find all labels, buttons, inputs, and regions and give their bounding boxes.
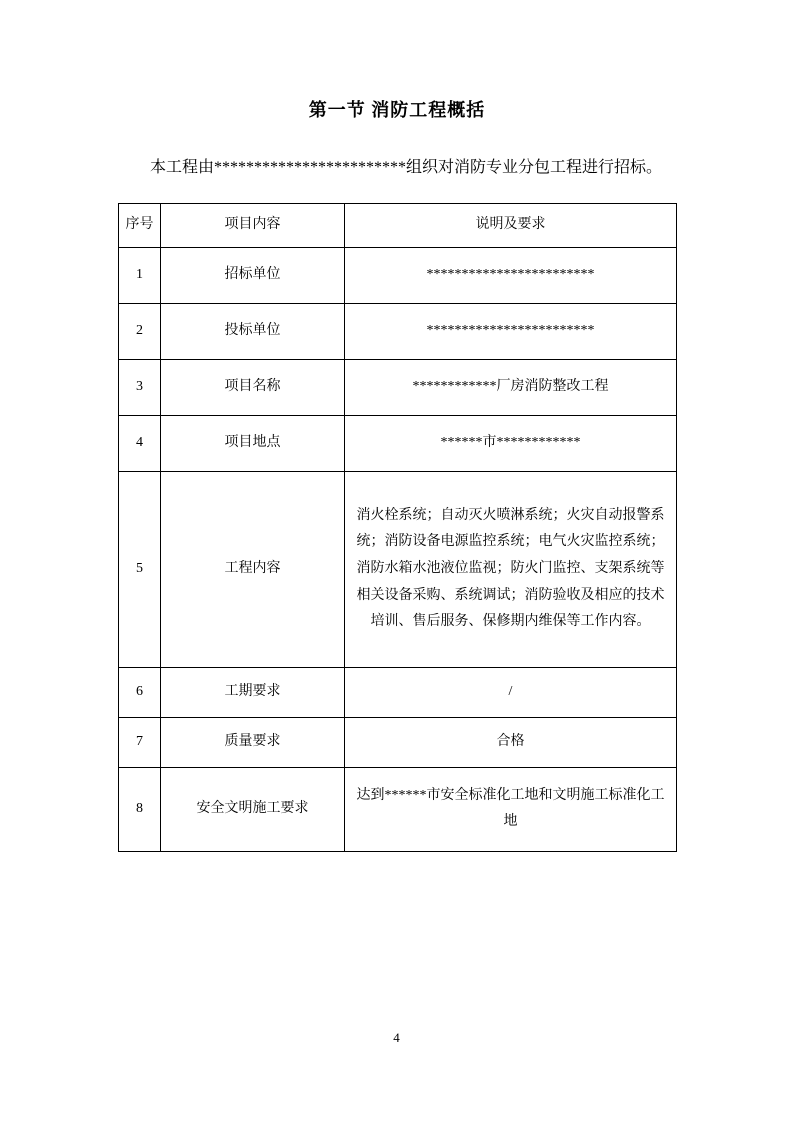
table-row bbox=[119, 359, 677, 415]
row-desc-cell: / bbox=[345, 667, 677, 717]
row-desc-cell: ************************ bbox=[345, 303, 677, 359]
table-row bbox=[119, 717, 677, 767]
header-cell-desc: 说明及要求 bbox=[345, 203, 677, 247]
row-num-cell: 7 bbox=[119, 717, 161, 767]
row-desc-cell: ******市************ bbox=[345, 415, 677, 471]
header-cell-num: 序号 bbox=[119, 203, 161, 247]
row-item-cell: 项目名称 bbox=[161, 359, 345, 415]
table-row bbox=[119, 247, 677, 303]
table-row bbox=[119, 767, 677, 851]
row-num-cell: 8 bbox=[119, 767, 161, 851]
row-num-cell: 5 bbox=[119, 471, 161, 667]
row-item-cell: 项目地点 bbox=[161, 415, 345, 471]
page-number: 4 bbox=[393, 1030, 400, 1045]
row-num-cell: 3 bbox=[119, 359, 161, 415]
row-num-cell: 1 bbox=[119, 247, 161, 303]
table-row bbox=[119, 415, 677, 471]
row-desc-cell: 达到******市安全标准化工地和文明施工标准化工地 bbox=[345, 767, 677, 851]
intro-paragraph: 本工程由************************组织对消防专业分包工程进行招标。 bbox=[150, 159, 663, 176]
row-item-cell: 安全文明施工要求 bbox=[161, 767, 345, 851]
row-item-cell: 招标单位 bbox=[161, 247, 345, 303]
row-desc-cell: ************************ bbox=[345, 247, 677, 303]
row-num-cell: 4 bbox=[119, 415, 161, 471]
row-item-cell: 工期要求 bbox=[161, 667, 345, 717]
table-header-row bbox=[119, 203, 677, 247]
row-desc-cell: 消火栓系统；自动灭火喷淋系统；火灾自动报警系统；消防设备电源监控系统；电气火灾监控系统；消防水箱水池液位监视；防火门监控、支架系统等相关设备采购、系统调试；消防验收及相应的技术培训、售后服务、保修期内维保等工作内容。 bbox=[345, 471, 677, 667]
row-num-cell: 6 bbox=[119, 667, 161, 717]
row-desc-cell: 合格 bbox=[345, 717, 677, 767]
row-item-cell: 投标单位 bbox=[161, 303, 345, 359]
table-row bbox=[119, 303, 677, 359]
table-row bbox=[119, 667, 677, 717]
document-content bbox=[118, 96, 676, 852]
table-row bbox=[119, 471, 677, 667]
section-title: 第一节 消防工程概括 bbox=[308, 100, 486, 120]
row-item-cell: 质量要求 bbox=[161, 717, 345, 767]
row-desc-cell: ************厂房消防整改工程 bbox=[345, 359, 677, 415]
project-overview-table bbox=[118, 203, 677, 852]
header-cell-item: 项目内容 bbox=[161, 203, 345, 247]
row-item-cell: 工程内容 bbox=[161, 471, 345, 667]
row-num-cell: 2 bbox=[119, 303, 161, 359]
